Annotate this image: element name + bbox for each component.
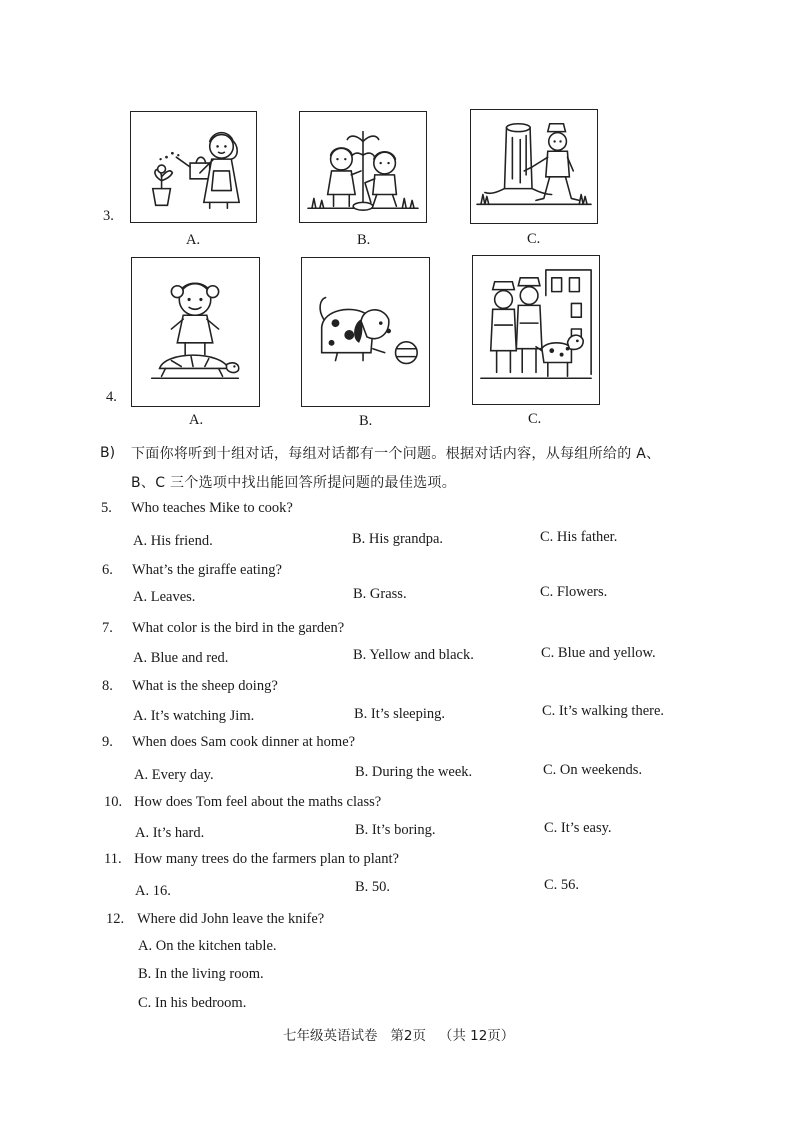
girl-on-turtle-icon	[132, 258, 259, 406]
question-stem: When does Sam cook dinner at home?	[132, 734, 356, 750]
question-7	[102, 620, 344, 637]
option-8c[interactable]: C. It’s walking there.	[542, 703, 665, 719]
option-label-3a: A.	[186, 232, 201, 248]
question-5	[101, 500, 293, 517]
option-9a[interactable]: A. Every day.	[134, 767, 214, 783]
question-number: 9.	[102, 734, 113, 750]
question-number-4: 4.	[106, 389, 117, 405]
question-11	[104, 851, 399, 868]
option-10c[interactable]: C. It’s easy.	[544, 820, 612, 836]
question-12	[106, 911, 324, 928]
option-10b[interactable]: B. It’s boring.	[355, 822, 436, 838]
section-b-label: B)	[100, 445, 116, 461]
option-12c[interactable]: C. In his bedroom.	[138, 995, 247, 1011]
option-6b[interactable]: B. Grass.	[353, 586, 407, 602]
picture-3a[interactable]	[130, 111, 257, 223]
option-5c[interactable]: C. His father.	[540, 529, 618, 545]
option-8b[interactable]: B. It’s sleeping.	[354, 706, 446, 722]
option-label-4c: C.	[528, 411, 542, 427]
question-number: 6.	[102, 562, 113, 578]
picture-3c[interactable]	[470, 109, 598, 224]
option-6a[interactable]: A. Leaves.	[133, 589, 196, 605]
question-number: 10.	[104, 794, 123, 810]
option-label-4a: A.	[189, 412, 204, 428]
question-stem: What is the sheep doing?	[132, 678, 278, 694]
option-label-4b: B.	[359, 413, 373, 429]
man-cutting-tree-icon	[471, 110, 597, 223]
option-7b[interactable]: B. Yellow and black.	[353, 647, 474, 663]
question-number: 12.	[106, 911, 125, 927]
picture-4b[interactable]	[301, 257, 430, 407]
dog-with-ball-icon	[302, 258, 429, 406]
question-number: 5.	[101, 500, 112, 516]
option-5a[interactable]: A. His friend.	[133, 533, 213, 549]
option-9c[interactable]: C. On weekends.	[543, 762, 643, 778]
question-stem: How many trees do the farmers plan to plant?	[134, 851, 399, 867]
option-7a[interactable]: A. Blue and red.	[133, 650, 229, 666]
option-5b[interactable]: B. His grandpa.	[352, 531, 444, 547]
picture-4c[interactable]	[472, 255, 600, 405]
question-number-3: 3.	[103, 208, 114, 224]
option-7c[interactable]: C. Blue and yellow.	[541, 645, 656, 661]
question-10	[104, 794, 381, 811]
option-9b[interactable]: B. During the week.	[355, 764, 473, 780]
section-b-instruction-line2: B、C 三个选项中找出能回答所提问题的最佳选项。	[131, 475, 457, 491]
option-10a[interactable]: A. It’s hard.	[135, 825, 205, 841]
question-stem: How does Tom feel about the maths class?	[134, 794, 382, 810]
question-number: 7.	[102, 620, 113, 636]
question-stem: What’s the giraffe eating?	[132, 562, 282, 578]
question-stem: What color is the bird in the garden?	[132, 620, 345, 636]
option-8a[interactable]: A. It’s watching Jim.	[133, 708, 255, 724]
option-label-3b: B.	[357, 232, 371, 248]
option-6c[interactable]: C. Flowers.	[540, 584, 608, 600]
question-8	[102, 678, 278, 695]
option-11c[interactable]: C. 56.	[544, 877, 580, 893]
option-11a[interactable]: A. 16.	[135, 883, 171, 899]
picture-4a[interactable]	[131, 257, 260, 407]
option-12a[interactable]: A. On the kitchen table.	[138, 938, 277, 954]
girl-watering-flower-icon	[131, 112, 256, 222]
firemen-with-dalmatian-icon	[473, 256, 599, 404]
question-stem: Who teaches Mike to cook?	[131, 500, 293, 516]
option-11b[interactable]: B. 50.	[355, 879, 391, 895]
section-b-instruction-line1: 下面你将听到十组对话，每组对话都有一个问题。根据对话内容，从每组所给的 A、	[131, 446, 661, 462]
children-planting-tree-icon	[300, 112, 426, 222]
question-number: 8.	[102, 678, 113, 694]
question-stem: Where did John leave the knife?	[137, 911, 325, 927]
question-6	[102, 562, 282, 579]
page-footer: 七年级英语试卷 第2页 （共 12页）	[283, 1028, 515, 1044]
picture-3b[interactable]	[299, 111, 427, 223]
question-number: 11.	[104, 851, 122, 867]
option-12b[interactable]: B. In the living room.	[138, 966, 264, 982]
option-label-3c: C.	[527, 231, 541, 247]
question-9	[102, 734, 355, 751]
